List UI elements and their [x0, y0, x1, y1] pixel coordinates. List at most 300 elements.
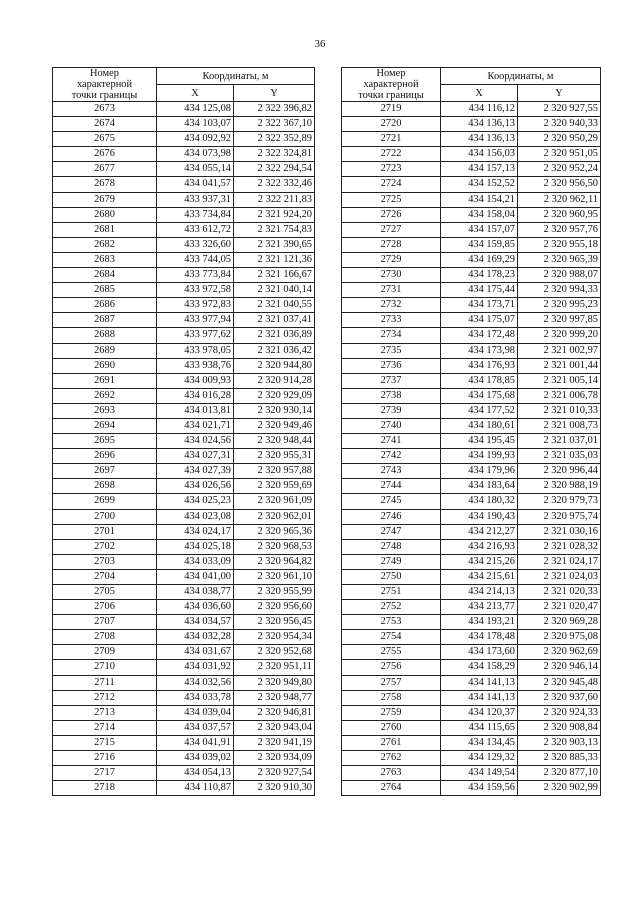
x-coordinate-cell: 433 937,31: [157, 192, 234, 207]
table-row: [53, 147, 315, 162]
point-number-cell: 2762: [342, 751, 441, 766]
y-coordinate-cell: 2 321 020,33: [518, 585, 601, 600]
point-number-cell: 2698: [53, 479, 157, 494]
point-number-cell: 2718: [53, 781, 157, 796]
y-coordinate-cell: 2 320 997,85: [518, 313, 601, 328]
table-row: [342, 373, 601, 388]
table-row: [342, 328, 601, 343]
table-row: [342, 509, 601, 524]
table-row: [53, 207, 315, 222]
y-coordinate-cell: 2 321 002,97: [518, 343, 601, 358]
table-row: [342, 524, 601, 539]
point-number-cell: 2691: [53, 373, 157, 388]
y-coordinate-cell: 2 320 975,74: [518, 509, 601, 524]
y-coordinate-cell: 2 320 962,69: [518, 645, 601, 660]
x-coordinate-cell: 434 032,56: [157, 675, 234, 690]
x-coordinate-cell: 433 978,05: [157, 343, 234, 358]
table-row: [53, 388, 315, 403]
y-coordinate-cell: 2 321 006,78: [518, 388, 601, 403]
point-number-cell: 2722: [342, 147, 441, 162]
y-coordinate-cell: 2 320 945,48: [518, 675, 601, 690]
header-y: Y: [518, 85, 601, 102]
header-point-line: точки границы: [358, 90, 424, 101]
y-coordinate-cell: 2 320 929,09: [234, 388, 315, 403]
x-coordinate-cell: 434 212,27: [441, 524, 518, 539]
y-coordinate-cell: 2 320 949,80: [234, 675, 315, 690]
x-coordinate-cell: 434 134,45: [441, 735, 518, 750]
y-coordinate-cell: 2 320 968,53: [234, 539, 315, 554]
table-row: [342, 268, 601, 283]
point-number-cell: 2743: [342, 464, 441, 479]
point-number-cell: 2764: [342, 781, 441, 796]
table-row: [53, 494, 315, 509]
y-coordinate-cell: 2 320 979,73: [518, 494, 601, 509]
y-coordinate-cell: 2 321 001,44: [518, 358, 601, 373]
table-row: [53, 102, 315, 117]
point-number-cell: 2680: [53, 207, 157, 222]
point-number-cell: 2690: [53, 358, 157, 373]
table-row: [53, 222, 315, 237]
table-row: [342, 690, 601, 705]
x-coordinate-cell: 433 938,76: [157, 358, 234, 373]
x-coordinate-cell: 434 152,52: [441, 177, 518, 192]
point-number-cell: 2756: [342, 660, 441, 675]
y-coordinate-cell: 2 322 352,89: [234, 132, 315, 147]
y-coordinate-cell: 2 320 988,07: [518, 268, 601, 283]
x-coordinate-cell: 433 773,84: [157, 268, 234, 283]
y-coordinate-cell: 2 320 902,99: [518, 781, 601, 796]
table-row: [342, 705, 601, 720]
table-row: [342, 117, 601, 132]
point-number-cell: 2700: [53, 509, 157, 524]
table-row: [53, 585, 315, 600]
table-row: [342, 464, 601, 479]
table-row: [342, 630, 601, 645]
header-point-line: точки границы: [71, 90, 138, 101]
coordinates-table-left: [52, 67, 315, 796]
x-coordinate-cell: 434 214,13: [441, 585, 518, 600]
table-row: [342, 781, 601, 796]
point-number-cell: 2702: [53, 539, 157, 554]
y-coordinate-cell: 2 320 930,14: [234, 403, 315, 418]
y-coordinate-cell: 2 320 924,33: [518, 705, 601, 720]
point-number-cell: 2761: [342, 735, 441, 750]
point-number-cell: 2704: [53, 569, 157, 584]
point-number-cell: 2707: [53, 615, 157, 630]
y-coordinate-cell: 2 321 037,01: [518, 434, 601, 449]
x-coordinate-cell: 434 159,56: [441, 781, 518, 796]
x-coordinate-cell: 434 175,07: [441, 313, 518, 328]
table-row: [53, 766, 315, 781]
point-number-cell: 2723: [342, 162, 441, 177]
table-row: [53, 751, 315, 766]
point-number-cell: 2746: [342, 509, 441, 524]
x-coordinate-cell: 434 178,85: [441, 373, 518, 388]
y-coordinate-cell: 2 321 010,33: [518, 403, 601, 418]
table-row: [53, 449, 315, 464]
y-coordinate-cell: 2 320 988,19: [518, 479, 601, 494]
table-row: [342, 388, 601, 403]
point-number-cell: 2695: [53, 434, 157, 449]
header-point-line: Номер: [376, 68, 406, 79]
y-coordinate-cell: 2 320 948,44: [234, 434, 315, 449]
y-coordinate-cell: 2 321 024,17: [518, 554, 601, 569]
x-coordinate-cell: 434 179,96: [441, 464, 518, 479]
table-row: [53, 645, 315, 660]
table-row: [342, 283, 601, 298]
table-row: [53, 539, 315, 554]
point-number-cell: 2748: [342, 539, 441, 554]
y-coordinate-cell: 2 320 965,39: [518, 252, 601, 267]
x-coordinate-cell: 434 180,32: [441, 494, 518, 509]
y-coordinate-cell: 2 320 877,10: [518, 766, 601, 781]
table-row: [53, 524, 315, 539]
table-row: [53, 418, 315, 433]
table-row: [342, 569, 601, 584]
y-coordinate-cell: 2 320 999,20: [518, 328, 601, 343]
point-number-cell: 2753: [342, 615, 441, 630]
y-coordinate-cell: 2 320 995,23: [518, 298, 601, 313]
y-coordinate-cell: 2 320 996,44: [518, 464, 601, 479]
point-number-cell: 2745: [342, 494, 441, 509]
point-number-cell: 2720: [342, 117, 441, 132]
x-coordinate-cell: 434 024,56: [157, 434, 234, 449]
x-coordinate-cell: 433 734,84: [157, 207, 234, 222]
x-coordinate-cell: 433 972,83: [157, 298, 234, 313]
header-coordinates: Координаты, м: [157, 68, 315, 85]
point-number-cell: 2692: [53, 388, 157, 403]
table-row: [53, 132, 315, 147]
point-number-cell: 2744: [342, 479, 441, 494]
y-coordinate-cell: 2 322 294,54: [234, 162, 315, 177]
coordinates-table-right: [341, 67, 601, 796]
x-coordinate-cell: 434 136,13: [441, 117, 518, 132]
point-number-cell: 2693: [53, 403, 157, 418]
y-coordinate-cell: 2 321 030,16: [518, 524, 601, 539]
y-coordinate-cell: 2 322 211,83: [234, 192, 315, 207]
point-number-cell: 2686: [53, 298, 157, 313]
y-coordinate-cell: 2 321 166,67: [234, 268, 315, 283]
table-row: [53, 117, 315, 132]
point-number-cell: 2732: [342, 298, 441, 313]
point-number-cell: 2694: [53, 418, 157, 433]
x-coordinate-cell: 434 176,93: [441, 358, 518, 373]
table-row: [342, 585, 601, 600]
table-row: [342, 720, 601, 735]
x-coordinate-cell: 434 013,81: [157, 403, 234, 418]
y-coordinate-cell: 2 320 885,33: [518, 751, 601, 766]
x-coordinate-cell: 434 215,26: [441, 554, 518, 569]
table-row: [53, 283, 315, 298]
x-coordinate-cell: 434 023,08: [157, 509, 234, 524]
y-coordinate-cell: 2 321 028,32: [518, 539, 601, 554]
header-y: Y: [234, 85, 315, 102]
table-row: [342, 147, 601, 162]
y-coordinate-cell: 2 320 951,11: [234, 660, 315, 675]
point-number-cell: 2728: [342, 237, 441, 252]
y-coordinate-cell: 2 320 941,19: [234, 735, 315, 750]
x-coordinate-cell: 434 178,23: [441, 268, 518, 283]
x-coordinate-cell: 434 031,92: [157, 660, 234, 675]
x-coordinate-cell: 434 175,44: [441, 283, 518, 298]
point-number-cell: 2727: [342, 222, 441, 237]
table-row: [53, 403, 315, 418]
point-number-cell: 2673: [53, 102, 157, 117]
point-number-cell: 2689: [53, 343, 157, 358]
y-coordinate-cell: 2 322 332,46: [234, 177, 315, 192]
table-row: [342, 207, 601, 222]
y-coordinate-cell: 2 322 396,82: [234, 102, 315, 117]
x-coordinate-cell: 434 195,45: [441, 434, 518, 449]
table-row: [342, 358, 601, 373]
y-coordinate-cell: 2 321 040,55: [234, 298, 315, 313]
point-number-cell: 2747: [342, 524, 441, 539]
table-body-right: [342, 102, 601, 796]
point-number-cell: 2678: [53, 177, 157, 192]
y-coordinate-cell: 2 320 994,33: [518, 283, 601, 298]
y-coordinate-cell: 2 320 908,84: [518, 720, 601, 735]
header-point-line: характерной: [76, 79, 133, 90]
y-coordinate-cell: 2 321 008,73: [518, 418, 601, 433]
table-row: [342, 660, 601, 675]
x-coordinate-cell: 434 216,93: [441, 539, 518, 554]
y-coordinate-cell: 2 320 950,29: [518, 132, 601, 147]
point-number-cell: 2751: [342, 585, 441, 600]
y-coordinate-cell: 2 321 390,65: [234, 237, 315, 252]
table-row: [342, 735, 601, 750]
y-coordinate-cell: 2 321 121,36: [234, 252, 315, 267]
point-number-cell: 2759: [342, 705, 441, 720]
table-row: [53, 660, 315, 675]
y-coordinate-cell: 2 321 040,14: [234, 283, 315, 298]
x-coordinate-cell: 434 092,92: [157, 132, 234, 147]
x-coordinate-cell: 434 183,64: [441, 479, 518, 494]
point-number-cell: 2758: [342, 690, 441, 705]
table-row: [342, 645, 601, 660]
x-coordinate-cell: 434 036,60: [157, 600, 234, 615]
table-row: [342, 449, 601, 464]
point-number-cell: 2754: [342, 630, 441, 645]
point-number-cell: 2696: [53, 449, 157, 464]
point-number-cell: 2708: [53, 630, 157, 645]
x-coordinate-cell: 433 744,05: [157, 252, 234, 267]
point-number-cell: 2705: [53, 585, 157, 600]
header-point-line: характерной: [363, 79, 419, 90]
y-coordinate-cell: 2 321 037,41: [234, 313, 315, 328]
y-coordinate-cell: 2 320 927,55: [518, 102, 601, 117]
x-coordinate-cell: 434 073,98: [157, 147, 234, 162]
table-row: [53, 705, 315, 720]
y-coordinate-cell: 2 320 903,13: [518, 735, 601, 750]
table-row: [53, 434, 315, 449]
point-number-cell: 2712: [53, 690, 157, 705]
x-coordinate-cell: 434 169,29: [441, 252, 518, 267]
table-body-left: [53, 102, 315, 796]
x-coordinate-cell: 434 172,48: [441, 328, 518, 343]
table-row: [53, 569, 315, 584]
point-number-cell: 2677: [53, 162, 157, 177]
x-coordinate-cell: 434 158,04: [441, 207, 518, 222]
point-number-cell: 2697: [53, 464, 157, 479]
point-number-cell: 2703: [53, 554, 157, 569]
point-number-cell: 2742: [342, 449, 441, 464]
x-coordinate-cell: 434 115,65: [441, 720, 518, 735]
table-row: [342, 751, 601, 766]
x-coordinate-cell: 434 033,78: [157, 690, 234, 705]
point-number-cell: 2750: [342, 569, 441, 584]
x-coordinate-cell: 434 110,87: [157, 781, 234, 796]
point-number-cell: 2733: [342, 313, 441, 328]
table-row: [342, 102, 601, 117]
y-coordinate-cell: 2 320 957,76: [518, 222, 601, 237]
point-number-cell: 2726: [342, 207, 441, 222]
y-coordinate-cell: 2 320 944,80: [234, 358, 315, 373]
table-row: [342, 177, 601, 192]
x-coordinate-cell: 434 154,21: [441, 192, 518, 207]
point-number-cell: 2719: [342, 102, 441, 117]
point-number-cell: 2741: [342, 434, 441, 449]
x-coordinate-cell: 434 149,54: [441, 766, 518, 781]
header-coordinates: Координаты, м: [441, 68, 601, 85]
x-coordinate-cell: 434 016,28: [157, 388, 234, 403]
point-number-cell: 2739: [342, 403, 441, 418]
x-coordinate-cell: 434 158,29: [441, 660, 518, 675]
x-coordinate-cell: 434 055,14: [157, 162, 234, 177]
table-row: [53, 343, 315, 358]
x-coordinate-cell: 434 173,98: [441, 343, 518, 358]
x-coordinate-cell: 434 031,67: [157, 645, 234, 660]
y-coordinate-cell: 2 320 937,60: [518, 690, 601, 705]
y-coordinate-cell: 2 320 961,09: [234, 494, 315, 509]
y-coordinate-cell: 2 320 957,88: [234, 464, 315, 479]
x-coordinate-cell: 434 180,61: [441, 418, 518, 433]
point-number-cell: 2714: [53, 720, 157, 735]
table-row: [342, 237, 601, 252]
table-row: [342, 615, 601, 630]
y-coordinate-cell: 2 321 024,03: [518, 569, 601, 584]
point-number-cell: 2716: [53, 751, 157, 766]
table-row: [342, 252, 601, 267]
point-number-cell: 2683: [53, 252, 157, 267]
x-coordinate-cell: 434 141,13: [441, 690, 518, 705]
point-number-cell: 2730: [342, 268, 441, 283]
x-coordinate-cell: 434 021,71: [157, 418, 234, 433]
x-coordinate-cell: 434 120,37: [441, 705, 518, 720]
x-coordinate-cell: 434 009,93: [157, 373, 234, 388]
x-coordinate-cell: 434 141,13: [441, 675, 518, 690]
y-coordinate-cell: 2 320 952,24: [518, 162, 601, 177]
x-coordinate-cell: 434 027,39: [157, 464, 234, 479]
table-row: [53, 479, 315, 494]
y-coordinate-cell: 2 321 036,42: [234, 343, 315, 358]
table-row: [342, 298, 601, 313]
y-coordinate-cell: 2 320 910,30: [234, 781, 315, 796]
x-coordinate-cell: 434 038,77: [157, 585, 234, 600]
x-coordinate-cell: 434 039,02: [157, 751, 234, 766]
x-coordinate-cell: 434 026,56: [157, 479, 234, 494]
x-coordinate-cell: 434 159,85: [441, 237, 518, 252]
point-number-cell: 2684: [53, 268, 157, 283]
y-coordinate-cell: 2 320 962,11: [518, 192, 601, 207]
point-number-cell: 2736: [342, 358, 441, 373]
y-coordinate-cell: 2 320 955,18: [518, 237, 601, 252]
point-number-cell: 2721: [342, 132, 441, 147]
point-number-cell: 2724: [342, 177, 441, 192]
header-point-number: [342, 68, 441, 102]
point-number-cell: 2711: [53, 675, 157, 690]
point-number-cell: 2749: [342, 554, 441, 569]
table-row: [53, 192, 315, 207]
table-row: [53, 554, 315, 569]
header-point-number: [53, 68, 157, 102]
x-coordinate-cell: 434 136,13: [441, 132, 518, 147]
table-row: [53, 615, 315, 630]
y-coordinate-cell: 2 322 367,10: [234, 117, 315, 132]
x-coordinate-cell: 434 173,71: [441, 298, 518, 313]
x-coordinate-cell: 434 215,61: [441, 569, 518, 584]
x-coordinate-cell: 434 032,28: [157, 630, 234, 645]
y-coordinate-cell: 2 321 036,89: [234, 328, 315, 343]
header-x: X: [157, 85, 234, 102]
y-coordinate-cell: 2 320 948,77: [234, 690, 315, 705]
point-number-cell: 2737: [342, 373, 441, 388]
point-number-cell: 2706: [53, 600, 157, 615]
point-number-cell: 2763: [342, 766, 441, 781]
y-coordinate-cell: 2 320 954,34: [234, 630, 315, 645]
point-number-cell: 2735: [342, 343, 441, 358]
y-coordinate-cell: 2 320 934,09: [234, 751, 315, 766]
table-row: [53, 720, 315, 735]
x-coordinate-cell: 434 129,32: [441, 751, 518, 766]
table-row: [53, 162, 315, 177]
y-coordinate-cell: 2 320 960,95: [518, 207, 601, 222]
table-row: [342, 162, 601, 177]
table-row: [53, 268, 315, 283]
table-row: [342, 554, 601, 569]
table-row: [53, 298, 315, 313]
x-coordinate-cell: 434 157,07: [441, 222, 518, 237]
table-row: [53, 252, 315, 267]
x-coordinate-cell: 434 033,09: [157, 554, 234, 569]
table-row: [342, 766, 601, 781]
x-coordinate-cell: 434 041,57: [157, 177, 234, 192]
table-row: [53, 735, 315, 750]
table-row: [342, 132, 601, 147]
x-coordinate-cell: 434 125,08: [157, 102, 234, 117]
y-coordinate-cell: 2 320 927,54: [234, 766, 315, 781]
point-number-cell: 2752: [342, 600, 441, 615]
point-number-cell: 2709: [53, 645, 157, 660]
point-number-cell: 2688: [53, 328, 157, 343]
header-x: X: [441, 85, 518, 102]
table-row: [53, 600, 315, 615]
x-coordinate-cell: 434 024,17: [157, 524, 234, 539]
y-coordinate-cell: 2 320 964,82: [234, 554, 315, 569]
y-coordinate-cell: 2 320 975,08: [518, 630, 601, 645]
x-coordinate-cell: 434 116,12: [441, 102, 518, 117]
table-row: [342, 192, 601, 207]
table-row: [342, 600, 601, 615]
x-coordinate-cell: 434 041,91: [157, 735, 234, 750]
x-coordinate-cell: 433 972,58: [157, 283, 234, 298]
y-coordinate-cell: 2 320 943,04: [234, 720, 315, 735]
point-number-cell: 2674: [53, 117, 157, 132]
point-number-cell: 2731: [342, 283, 441, 298]
point-number-cell: 2710: [53, 660, 157, 675]
table-row: [53, 373, 315, 388]
y-coordinate-cell: 2 321 754,83: [234, 222, 315, 237]
y-coordinate-cell: 2 321 020,47: [518, 600, 601, 615]
